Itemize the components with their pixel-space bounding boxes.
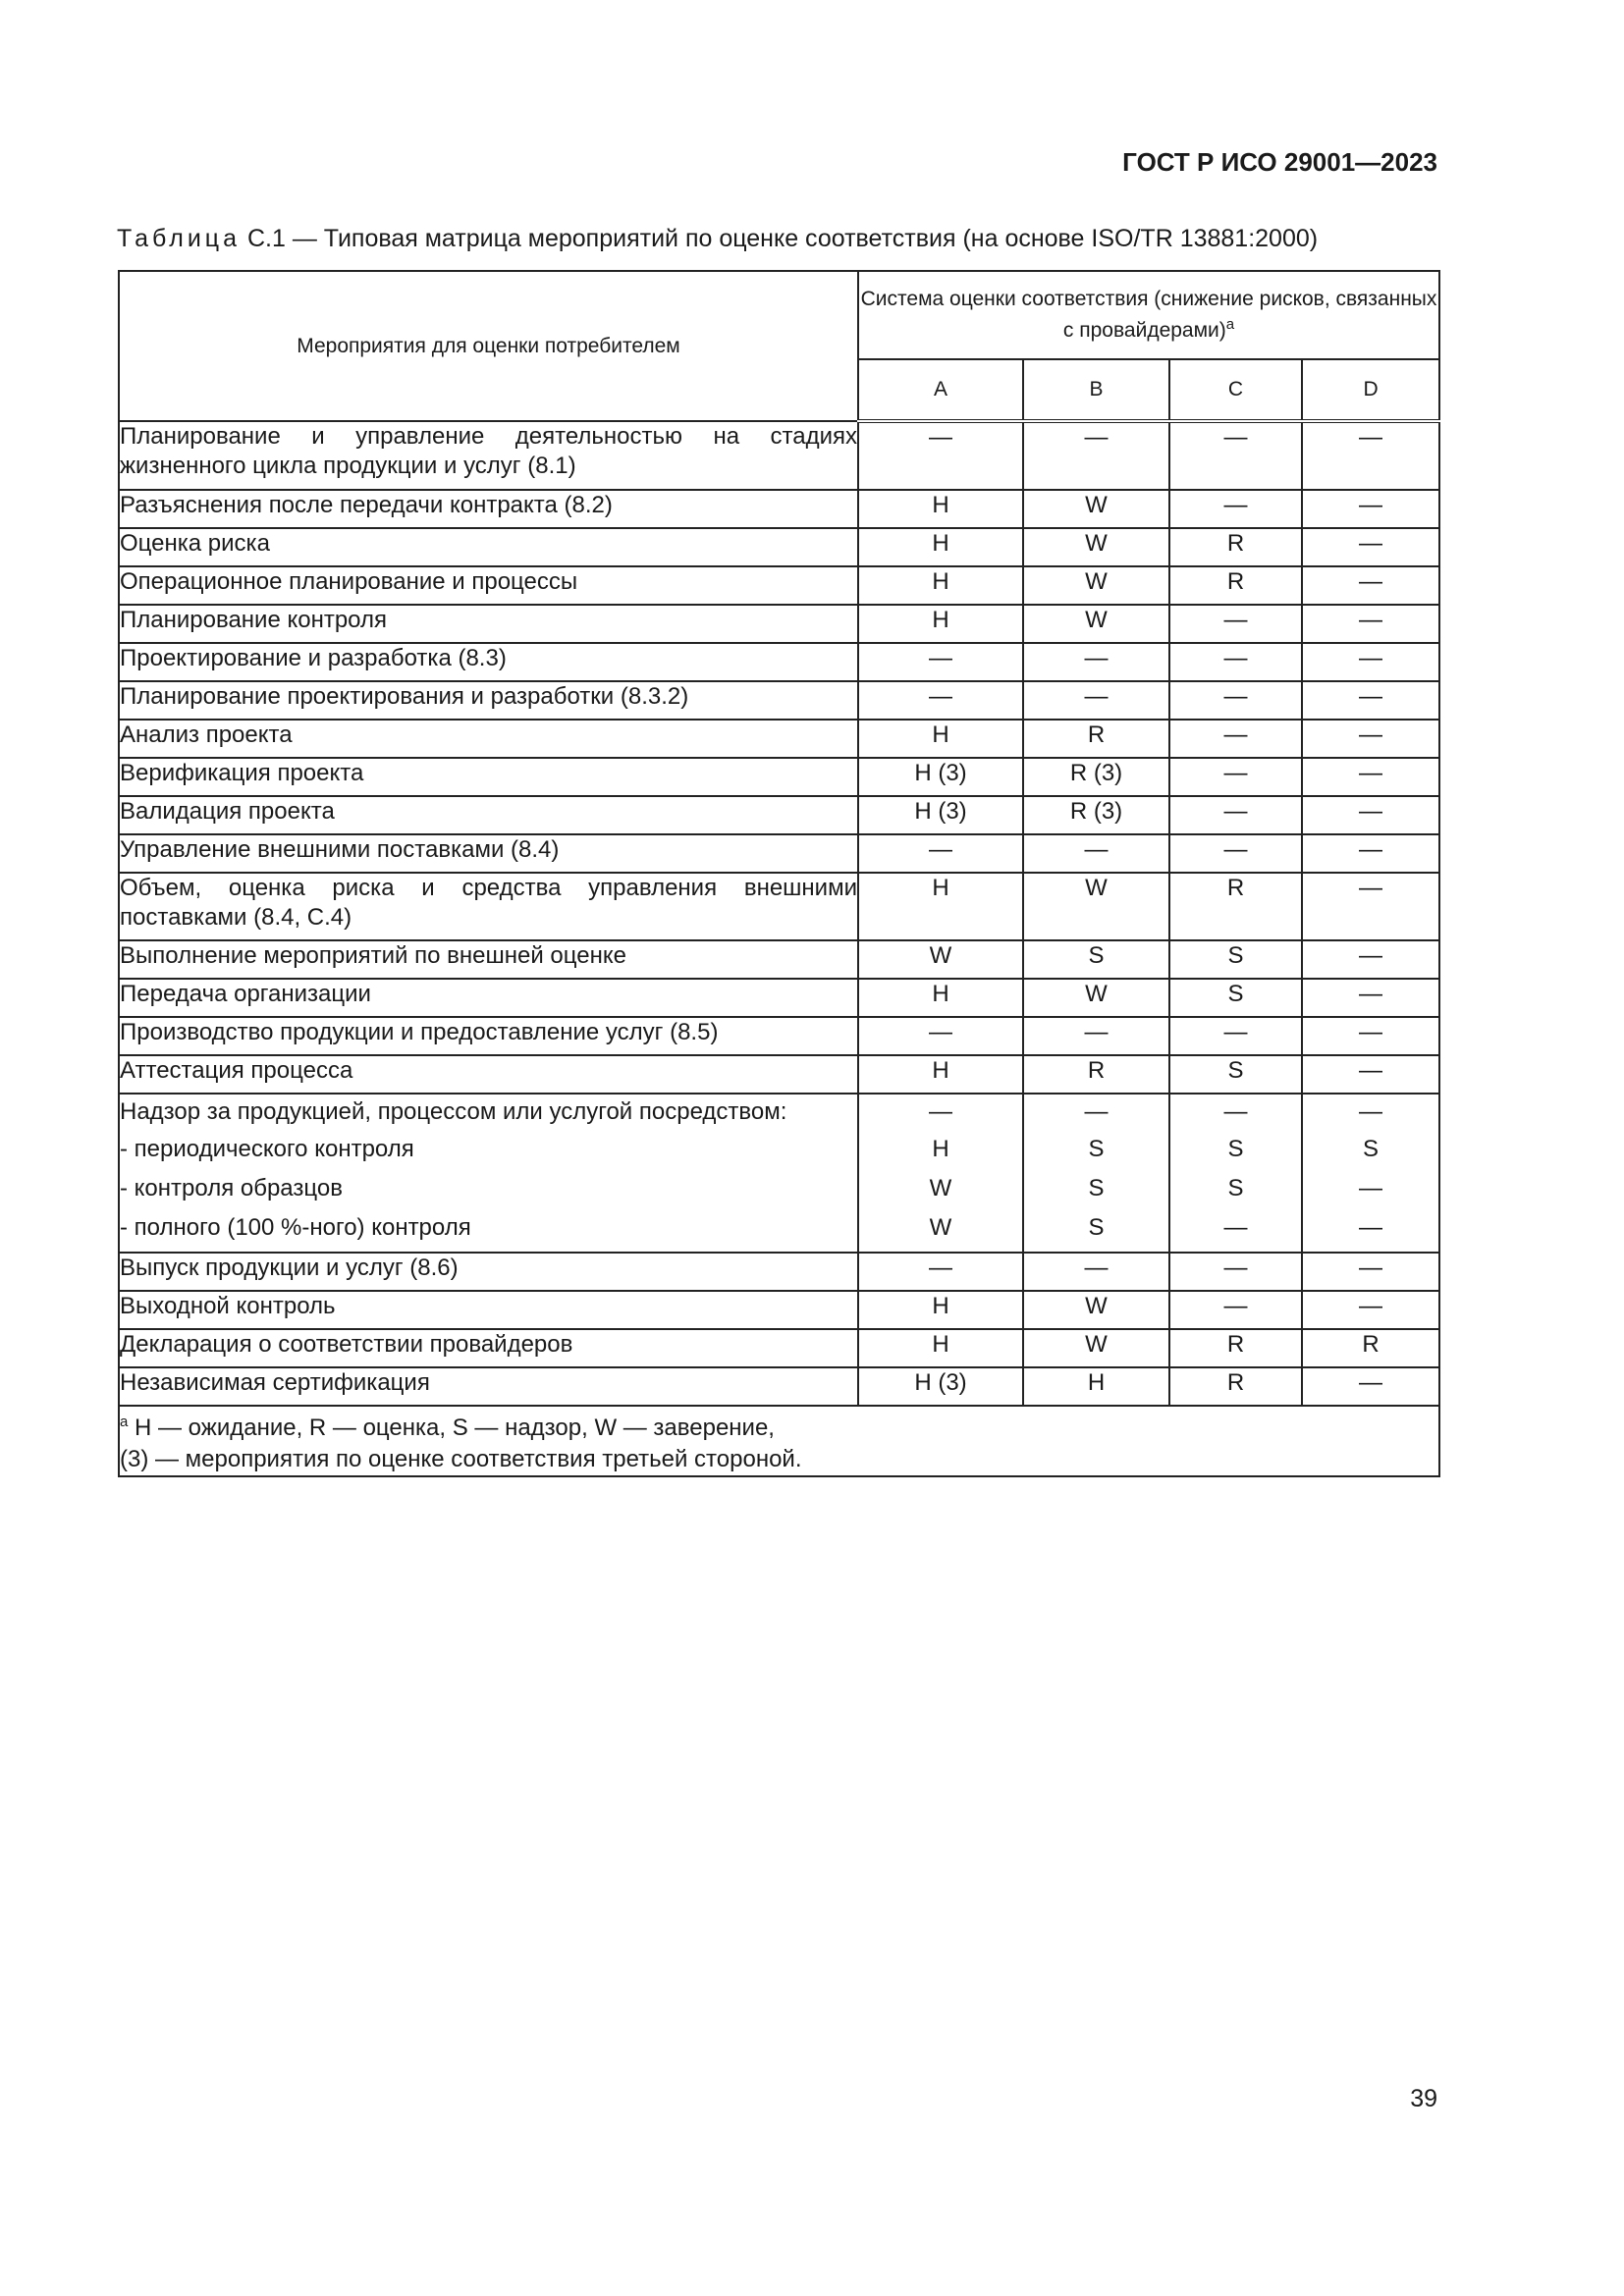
cell-b: S xyxy=(1088,1214,1105,1241)
cell-b: W xyxy=(1023,979,1169,1017)
row-activity: Аттестация процесса xyxy=(119,1055,858,1094)
cell-a: — xyxy=(858,1017,1023,1055)
row-activity: Планирование контроля xyxy=(119,605,858,643)
cell-a: W xyxy=(929,1214,952,1241)
cell-d: — xyxy=(1302,834,1439,873)
row-activity: Управление внешними поставками (8.4) xyxy=(119,834,858,873)
cell-a: H (3) xyxy=(858,758,1023,796)
cell-d: — xyxy=(1302,979,1439,1017)
assessment-matrix-table xyxy=(118,270,1440,1477)
cell-b: R xyxy=(1023,720,1169,758)
table-footnote xyxy=(119,1406,1439,1476)
footnote-line-1 xyxy=(120,1407,1438,1444)
cell-a: H xyxy=(858,1291,1023,1329)
cell-b: W xyxy=(1023,605,1169,643)
cell-c: — xyxy=(1169,1017,1302,1055)
cell-b: H xyxy=(1023,1367,1169,1406)
table-row xyxy=(119,1291,1439,1329)
table-row xyxy=(119,1017,1439,1055)
cell-b: — xyxy=(1023,1253,1169,1291)
table-row xyxy=(119,940,1439,979)
header-col-d: D xyxy=(1302,359,1439,421)
table-row xyxy=(119,834,1439,873)
cell-c: — xyxy=(1169,834,1302,873)
cell-c: S xyxy=(1169,1055,1302,1094)
row-activity: Передача организации xyxy=(119,979,858,1017)
cell-d: S xyxy=(1363,1136,1380,1162)
group-line: - периодического контроля xyxy=(120,1136,414,1162)
header-activities: Мероприятия для оценки потребителем xyxy=(119,271,858,421)
group-cell-d xyxy=(1302,1094,1439,1253)
cell-d: — xyxy=(1302,720,1439,758)
header-col-c: C xyxy=(1169,359,1302,421)
table-footnote-row xyxy=(119,1406,1439,1476)
cell-b: R (3) xyxy=(1023,758,1169,796)
cell-a: — xyxy=(929,1098,952,1125)
cell-c: R xyxy=(1169,1329,1302,1367)
cell-b: — xyxy=(1023,643,1169,681)
table-row xyxy=(119,643,1439,681)
page-number: 39 xyxy=(1410,2085,1437,2112)
cell-d: — xyxy=(1302,1017,1439,1055)
cell-b: W xyxy=(1023,566,1169,605)
table-caption xyxy=(117,225,1318,253)
cell-b: — xyxy=(1023,681,1169,720)
cell-a: — xyxy=(858,1253,1023,1291)
cell-d: — xyxy=(1359,1175,1383,1201)
cell-b: R (3) xyxy=(1023,796,1169,834)
cell-c: — xyxy=(1169,490,1302,528)
cell-c: R xyxy=(1169,566,1302,605)
cell-b: — xyxy=(1084,1098,1109,1125)
cell-b: S xyxy=(1088,1175,1105,1201)
cell-d: — xyxy=(1359,1214,1383,1241)
cell-a: H xyxy=(858,979,1023,1017)
cell-c: — xyxy=(1169,643,1302,681)
cell-d: — xyxy=(1302,1367,1439,1406)
row-activity: Декларация о соответствии провайдеров xyxy=(119,1329,858,1367)
cell-c: S xyxy=(1169,940,1302,979)
cell-b: — xyxy=(1023,1017,1169,1055)
table-row xyxy=(119,1253,1439,1291)
cell-b: S xyxy=(1023,940,1169,979)
cell-a: H xyxy=(858,528,1023,566)
row-activity: Объем, оценка риска и средства управления внешними поставками (8.4, С.4) xyxy=(119,873,858,940)
cell-d: — xyxy=(1302,873,1439,940)
cell-c: R xyxy=(1169,1367,1302,1406)
group-line: Надзор за продукцией, процессом или услугой посредством: xyxy=(120,1098,787,1125)
table-row xyxy=(119,979,1439,1017)
cell-a: H xyxy=(858,1329,1023,1367)
header-system-text: Система оценки соответствия (снижение рисков, связанных с провайдерами) xyxy=(860,288,1437,342)
row-activity: Выпуск продукции и услуг (8.6) xyxy=(119,1253,858,1291)
table-row xyxy=(119,566,1439,605)
cell-a: H xyxy=(858,605,1023,643)
cell-a: H xyxy=(858,490,1023,528)
cell-b: W xyxy=(1023,1291,1169,1329)
cell-c: — xyxy=(1169,1253,1302,1291)
cell-c: — xyxy=(1169,796,1302,834)
cell-b: R xyxy=(1023,1055,1169,1094)
header-assessment-system xyxy=(858,271,1439,359)
group-cell-c xyxy=(1169,1094,1302,1253)
table-row xyxy=(119,421,1439,490)
cell-a: — xyxy=(858,834,1023,873)
table-row-group xyxy=(119,1094,1439,1253)
cell-b: W xyxy=(1023,490,1169,528)
cell-b: W xyxy=(1023,873,1169,940)
cell-c: — xyxy=(1169,681,1302,720)
document-code: ГОСТ Р ИСО 29001—2023 xyxy=(1122,147,1437,177)
cell-b: — xyxy=(1023,834,1169,873)
cell-a: H xyxy=(932,1136,949,1162)
row-activity: Планирование и управление деятельностью на стадиях жизненного цикла продукции и услуг (8.1) xyxy=(119,421,858,490)
cell-a: H xyxy=(858,566,1023,605)
cell-a: H xyxy=(858,873,1023,940)
cell-a: — xyxy=(858,681,1023,720)
footnote-marker: a xyxy=(120,1414,129,1430)
cell-a: — xyxy=(858,421,1023,490)
footnote-legend: H — ожидание, R — оценка, S — надзор, W — заверение, xyxy=(135,1415,775,1441)
cell-d: — xyxy=(1302,1253,1439,1291)
row-activity: Верификация проекта xyxy=(119,758,858,796)
caption-label: Таблица xyxy=(117,225,242,252)
cell-d: — xyxy=(1302,758,1439,796)
row-activity: Операционное планирование и процессы xyxy=(119,566,858,605)
cell-c: — xyxy=(1169,720,1302,758)
table-row xyxy=(119,758,1439,796)
row-activity: Проектирование и разработка (8.3) xyxy=(119,643,858,681)
row-activity: Анализ проекта xyxy=(119,720,858,758)
cell-d: — xyxy=(1302,796,1439,834)
cell-a: W xyxy=(929,1175,952,1201)
cell-a: H xyxy=(858,1055,1023,1094)
group-line: - контроля образцов xyxy=(120,1175,343,1201)
group-activities xyxy=(119,1094,858,1253)
cell-d: — xyxy=(1302,940,1439,979)
cell-d: — xyxy=(1359,1098,1383,1125)
cell-c: — xyxy=(1169,605,1302,643)
footnote-line-2: (3) — мероприятия по оценке соответствия третьей стороной. xyxy=(120,1446,802,1472)
cell-d: — xyxy=(1302,1291,1439,1329)
cell-d: — xyxy=(1302,566,1439,605)
table-row xyxy=(119,490,1439,528)
cell-d: — xyxy=(1302,490,1439,528)
cell-a: W xyxy=(858,940,1023,979)
row-activity: Производство продукции и предоставление услуг (8.5) xyxy=(119,1017,858,1055)
row-activity: Разъяснения после передачи контракта (8.2) xyxy=(119,490,858,528)
cell-b: — xyxy=(1023,421,1169,490)
cell-c: — xyxy=(1169,421,1302,490)
cell-d: — xyxy=(1302,528,1439,566)
row-activity: Независимая сертификация xyxy=(119,1367,858,1406)
cell-b: W xyxy=(1023,528,1169,566)
cell-d: — xyxy=(1302,605,1439,643)
group-line: - полного (100 %-ного) контроля xyxy=(120,1214,471,1241)
cell-c: R xyxy=(1169,528,1302,566)
cell-a: H (3) xyxy=(858,1367,1023,1406)
cell-c: — xyxy=(1169,1291,1302,1329)
cell-c: S xyxy=(1227,1175,1244,1201)
group-cell-a xyxy=(858,1094,1023,1253)
cell-d: — xyxy=(1302,421,1439,490)
row-activity: Выходной контроль xyxy=(119,1291,858,1329)
table-row xyxy=(119,796,1439,834)
table-row xyxy=(119,720,1439,758)
row-activity: Валидация проекта xyxy=(119,796,858,834)
table-row xyxy=(119,1055,1439,1094)
table-row xyxy=(119,681,1439,720)
table-body xyxy=(119,421,1439,1476)
cell-b: S xyxy=(1088,1136,1105,1162)
header-col-b: B xyxy=(1023,359,1169,421)
cell-d: — xyxy=(1302,1055,1439,1094)
table-row xyxy=(119,1329,1439,1367)
cell-a: H (3) xyxy=(858,796,1023,834)
cell-d: R xyxy=(1302,1329,1439,1367)
cell-c: S xyxy=(1169,979,1302,1017)
cell-d: — xyxy=(1302,681,1439,720)
cell-c: — xyxy=(1223,1098,1248,1125)
cell-a: — xyxy=(858,643,1023,681)
cell-a: H xyxy=(858,720,1023,758)
table-row xyxy=(119,605,1439,643)
cell-d: — xyxy=(1302,643,1439,681)
row-activity: Оценка риска xyxy=(119,528,858,566)
cell-b: W xyxy=(1023,1329,1169,1367)
cell-c: R xyxy=(1169,873,1302,940)
table-row xyxy=(119,1367,1439,1406)
group-cell-b xyxy=(1023,1094,1169,1253)
header-system-footnote-marker: a xyxy=(1225,316,1235,333)
cell-c: — xyxy=(1223,1214,1248,1241)
cell-c: — xyxy=(1169,758,1302,796)
table-row xyxy=(119,528,1439,566)
caption-text: С.1 — Типовая матрица мероприятий по оценке соответствия (на основе ISO/TR 13881:2000) xyxy=(246,225,1319,252)
cell-c: S xyxy=(1227,1136,1244,1162)
table-row xyxy=(119,873,1439,940)
row-activity: Планирование проектирования и разработки (8.3.2) xyxy=(119,681,858,720)
row-activity: Выполнение мероприятий по внешней оценке xyxy=(119,940,858,979)
header-col-a: A xyxy=(858,359,1023,421)
